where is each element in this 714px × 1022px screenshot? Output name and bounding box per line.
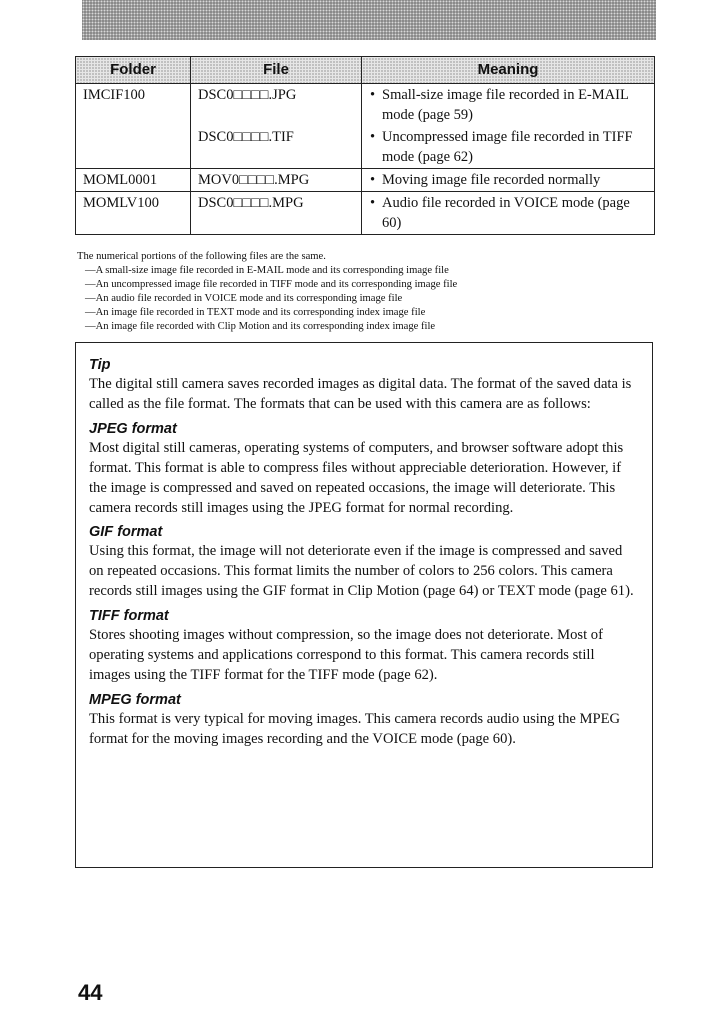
gif-format-body: Using this format, the image will not deteriorate even if the image is compressed and saved on repeated occasions. This format limits the number of colors to 256 colors. This camera records still images using the GIF format in Clip Motion (page 64) or TEXT mode (page 61). xyxy=(89,543,634,600)
meaning-text: Small-size image file recorded in E-MAIL mode (page 59) xyxy=(382,87,629,123)
file-notes xyxy=(77,250,657,334)
cell-file: MOV0□□□□.MPG xyxy=(191,169,362,192)
meaning-text: Moving image file recorded normally xyxy=(382,172,601,188)
note-item: —A small-size image file recorded in E-MAIL mode and its corresponding image file xyxy=(85,265,449,276)
folder-file-table xyxy=(75,56,655,235)
tiff-format-body: Stores shooting images without compression, so the image does not deteriorate. Most of operating systems and applications correspond to this format. This camera records still images using the TIFF format for the TIFF mode (page 62). xyxy=(89,627,603,683)
cell-meaning xyxy=(362,84,655,127)
header-meaning: Meaning xyxy=(362,57,655,84)
cell-meaning xyxy=(362,126,655,169)
note-item: —An audio file recorded in VOICE mode and its corresponding image file xyxy=(85,293,403,304)
cell-meaning xyxy=(362,192,655,235)
bullet: • xyxy=(370,172,376,188)
tip-box xyxy=(75,342,653,868)
table-row xyxy=(76,169,655,192)
note-item: —An image file recorded with Clip Motion and its corresponding index image file xyxy=(85,321,436,332)
table-row xyxy=(76,192,655,235)
bullet: • xyxy=(370,87,376,103)
cell-folder: IMCIF100 xyxy=(76,84,191,169)
header-folder: Folder xyxy=(76,57,191,84)
header-banner xyxy=(82,0,656,40)
cell-folder: MOML0001 xyxy=(76,169,191,192)
gif-format-heading: GIF format xyxy=(89,524,163,541)
bullet: • xyxy=(370,129,376,145)
table-header-row xyxy=(76,57,655,84)
cell-folder: MOMLV100 xyxy=(76,192,191,235)
page-number: 44 xyxy=(78,980,103,1005)
cell-meaning xyxy=(362,169,655,192)
note-item: —An uncompressed image file recorded in TIFF mode and its corresponding image file xyxy=(85,279,458,290)
mpeg-format-heading: MPEG format xyxy=(89,691,181,708)
meaning-text: Audio file recorded in VOICE mode (page 60) xyxy=(382,195,630,231)
notes-intro: The numerical portions of the following files are the same. xyxy=(77,251,326,262)
cell-file: DSC0□□□□.JPG xyxy=(191,84,362,127)
table-row xyxy=(76,84,655,127)
jpeg-format-body: Most digital still cameras, operating systems of computers, and browser software adopt this format. This format is able to compress files without appreciable deterioration. However, if the image is compressed and saved on repeated occasions, the image will deteriorate. This camera records still images using the JPEG format for normal recording. xyxy=(89,439,624,516)
meaning-text: Uncompressed image file recorded in TIFF mode (page 62) xyxy=(382,129,633,165)
mpeg-format-body: This format is very typical for moving images. This camera records audio using the MPEG format for the moving images recording and the VOICE mode (page 60). xyxy=(89,710,621,747)
jpeg-format-heading: JPEG format xyxy=(89,420,177,437)
tip-intro: The digital still camera saves recorded images as digital data. The format of the saved data is called as the file format. The formats that can be used with this camera are as follows: xyxy=(89,376,632,412)
cell-file: DSC0□□□□.TIF xyxy=(191,126,362,169)
tip-title: Tip xyxy=(89,357,111,373)
cell-file: DSC0□□□□.MPG xyxy=(191,192,362,235)
note-item: —An image file recorded in TEXT mode and its corresponding index image file xyxy=(85,307,426,318)
header-file: File xyxy=(191,57,362,84)
bullet: • xyxy=(370,195,376,211)
tiff-format-heading: TIFF format xyxy=(89,608,169,625)
